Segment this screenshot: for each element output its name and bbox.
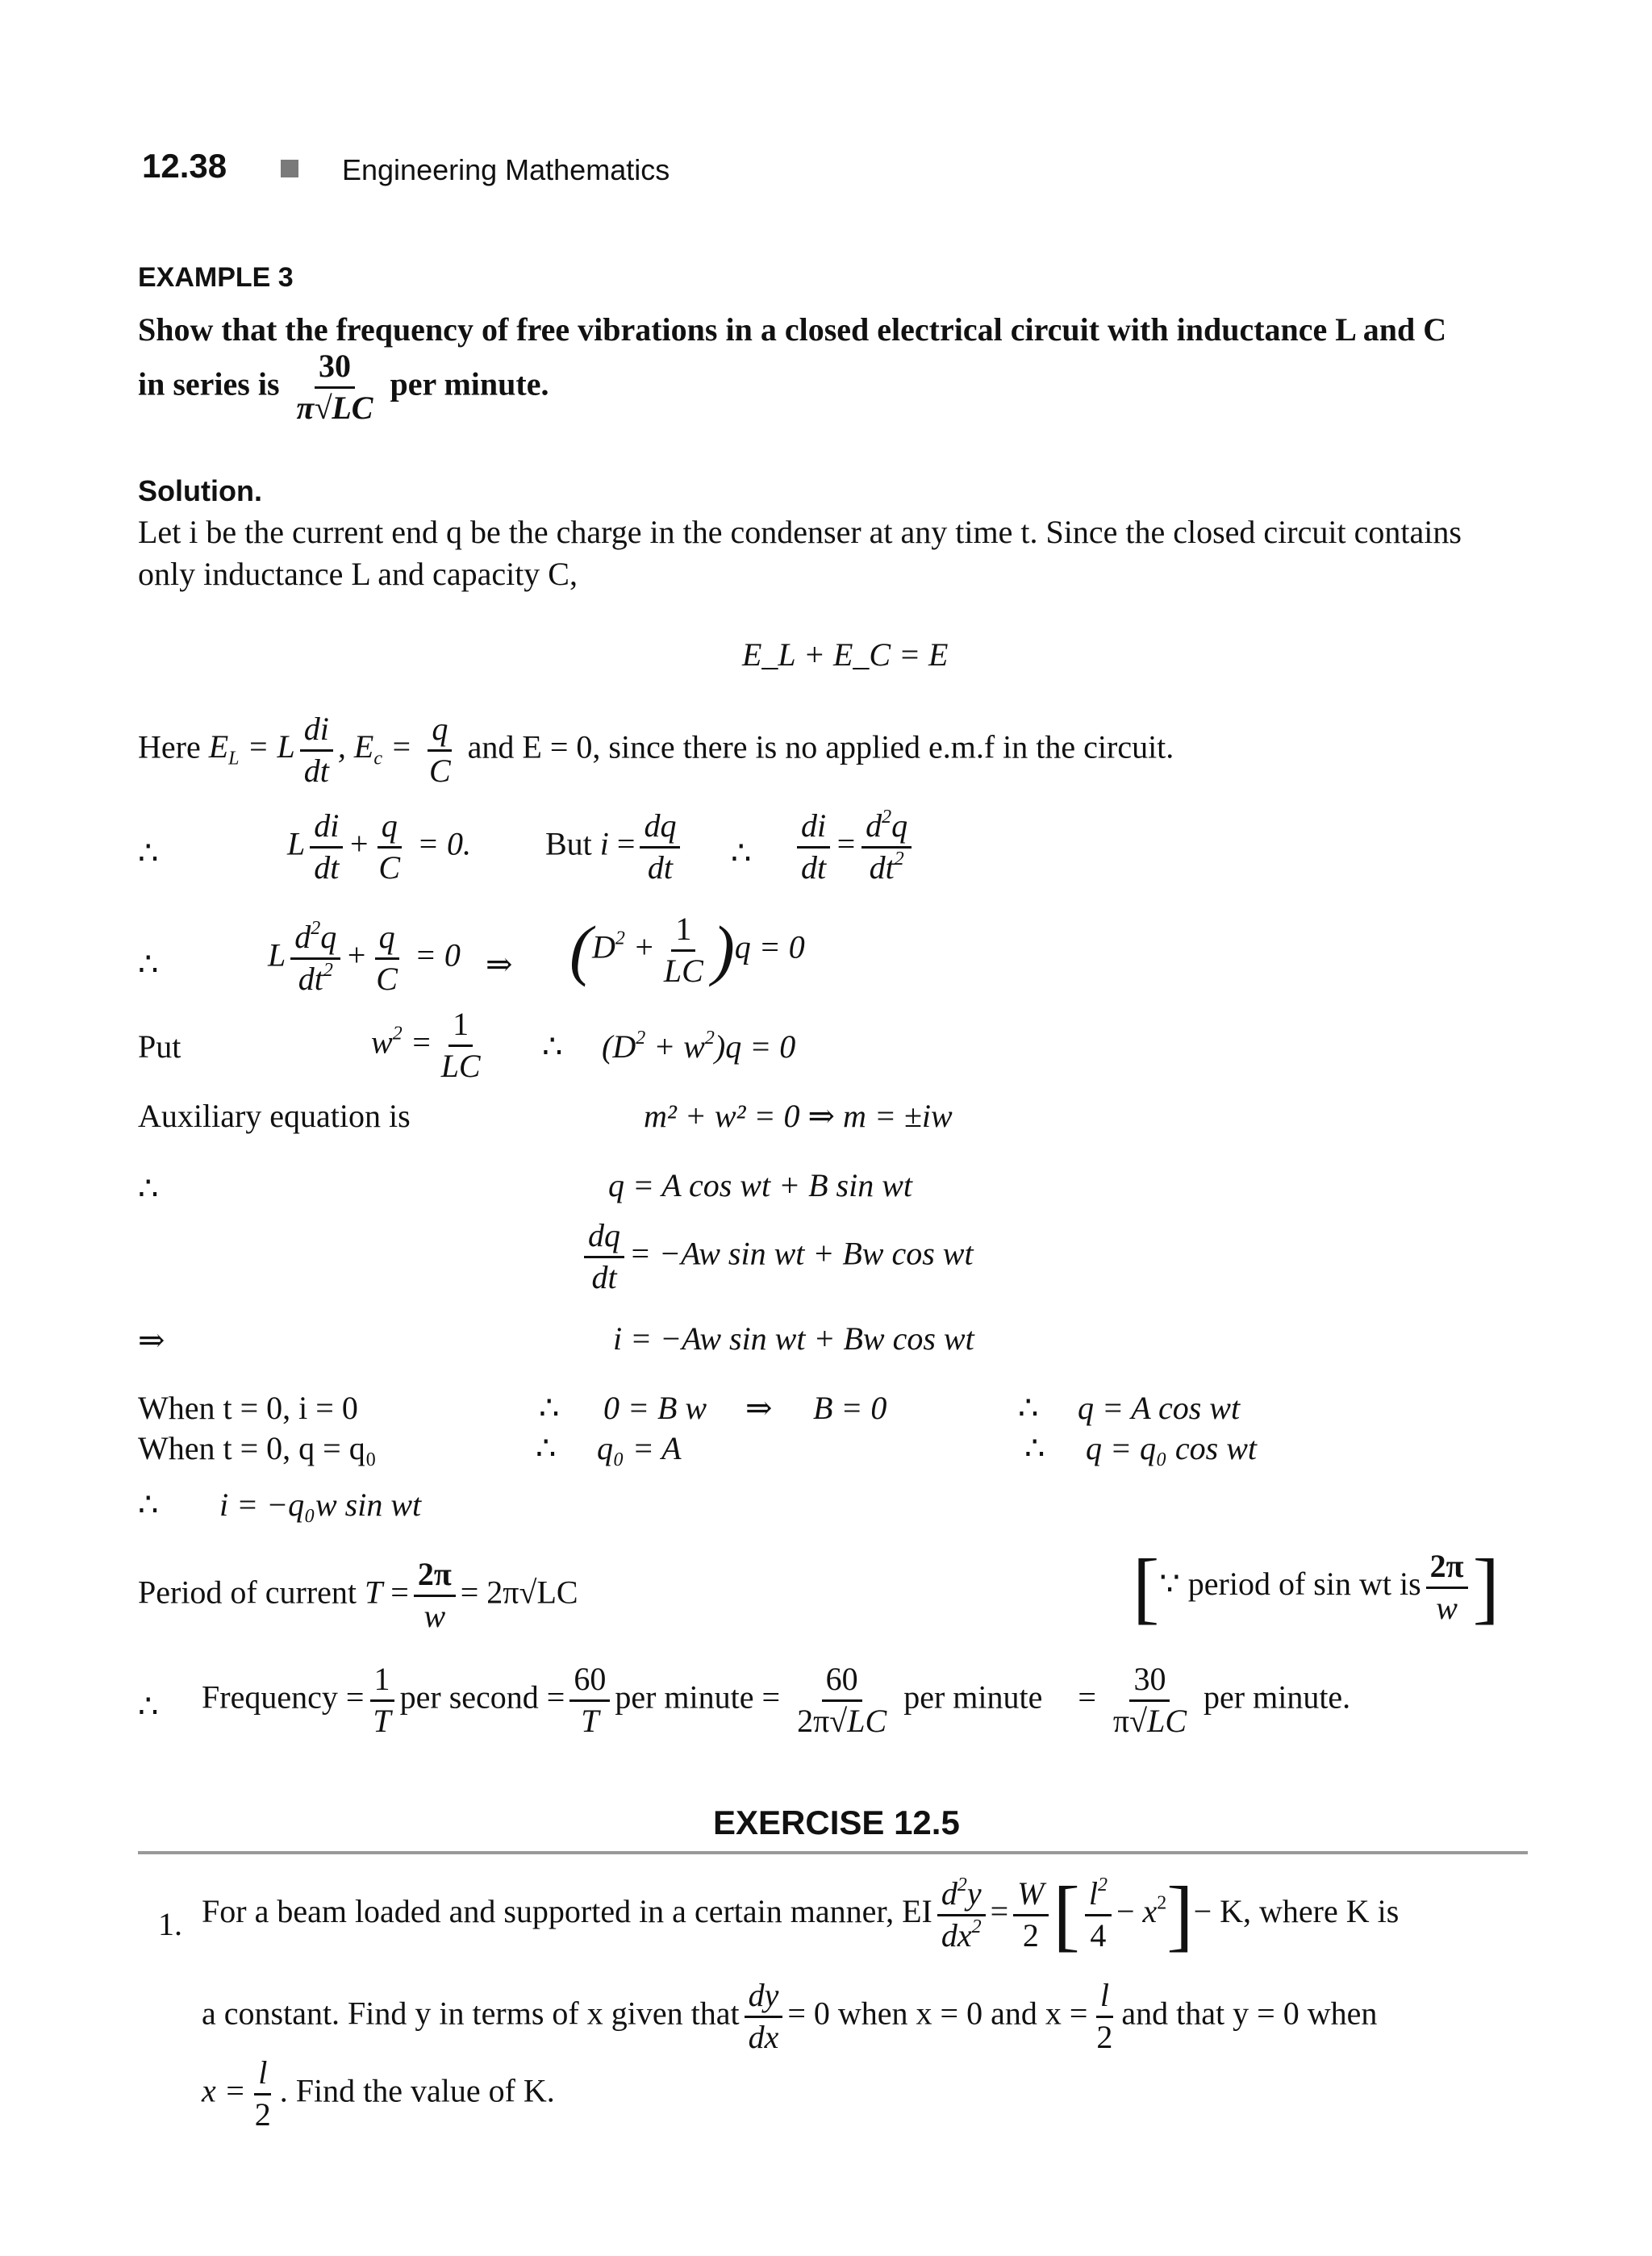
condition-1-result: 0 = B w xyxy=(603,1390,707,1426)
operator-form: ($D^2$ + $\frac{1}{LC}$ )q = 0 xyxy=(569,911,805,989)
solution-para-line1: Let i be the current end q be the charge in the condenser at any time t. Since the closed circuit contains xyxy=(138,514,1462,550)
example-fraction xyxy=(293,348,378,427)
therefore-symbol-9: ∴ xyxy=(1024,1430,1045,1466)
period-note: [∵ period of sin wt is $\frac{2\pi}{w}$ ] xyxy=(1133,1542,1500,1632)
therefore-symbol-5: ∴ xyxy=(138,1170,159,1207)
book-title: Engineering Mathematics xyxy=(342,153,670,186)
exercise-line3-suffix: . Find the value of K. xyxy=(279,2072,555,2109)
implies-symbol-1: ⇒ xyxy=(486,946,513,982)
initial-condition-2: When t = 0, q = q₀ xyxy=(138,1430,377,1466)
current-equation: i = −Aw sin wt + Bw cos wt xyxy=(613,1320,974,1357)
per-minute-2: per minute xyxy=(903,1678,1043,1716)
initial-condition-1: When t = 0, i = 0 xyxy=(138,1390,358,1426)
here-line xyxy=(138,711,1174,790)
q-q0-cos-solution: q = q₀ cos wt xyxy=(1086,1430,1258,1466)
example-fraction-denominator: π√LC xyxy=(296,389,373,426)
period-label: Period of current xyxy=(138,1574,357,1611)
but-label: But xyxy=(545,825,592,862)
w-squared-definition: $w^2$ = $\frac{1}{LC}$ xyxy=(371,1006,481,1084)
frequency-line: Frequency = $\frac{1}{T}$ per second = $\frac{60}{T}$ per minute = $\frac{60}{2\pi√LC}$ per minute = $\frac{30}{\pi√LC}$ per minute. xyxy=(202,1661,1351,1739)
auxiliary-label: Auxiliary equation is xyxy=(138,1098,411,1134)
therefore-symbol-7: ∴ xyxy=(1018,1390,1039,1426)
example-statement-prefix: in series is xyxy=(138,365,280,402)
example-statement-line2 xyxy=(138,348,549,427)
therefore-symbol-6: ∴ xyxy=(539,1390,560,1426)
exercise-line2-mid: = 0 when x = 0 and x = xyxy=(787,1995,1088,2032)
exercise-line1: For a beam loaded and supported in a certain manner, EI $\frac{d^2y}{dx^2}$ = $\frac{W}{2}$ [ $\frac{l^2}{4}$ − $x^2]- K$, where K is xyxy=(202,1870,1400,1959)
but-i-equation: But i = $\frac{dq}{dt}$ xyxy=(545,808,685,886)
therefore-symbol-1: ∴ xyxy=(138,835,159,871)
dq-dt-equation: $\frac{dq}{dt}$ = −Aw sin wt + Bw cos wt xyxy=(579,1218,974,1296)
therefore-symbol-10: ∴ xyxy=(138,1487,159,1523)
therefore-symbol-2: ∴ xyxy=(731,835,752,871)
final-current: i = −q₀w sin wt xyxy=(219,1487,422,1523)
example-statement-line1: Show that the frequency of free vibrations in a closed electrical circuit with inductance L and C xyxy=(138,311,1447,348)
example-label: EXAMPLE 3 xyxy=(138,262,294,293)
therefore-symbol-4: ∴ xyxy=(542,1028,563,1065)
exercise-rule xyxy=(138,1851,1528,1854)
exercise-line1-suffix: − K, where K is xyxy=(1193,1893,1400,1930)
solution-label: Solution. xyxy=(138,474,262,507)
example-statement-suffix: per minute. xyxy=(390,365,549,402)
here-suffix: and E = 0, since there is no applied e.m.f in the circuit. xyxy=(467,728,1174,765)
here-prefix: Here xyxy=(138,728,201,765)
implies-symbol-2: ⇒ xyxy=(138,1322,165,1358)
therefore-symbol-11: ∴ xyxy=(138,1688,159,1724)
exercise-line2-suffix: and that y = 0 when xyxy=(1121,1995,1378,2032)
general-solution: q = A cos wt + B sin wt xyxy=(608,1167,912,1203)
therefore-symbol-8: ∴ xyxy=(536,1430,557,1466)
exercise-title: EXERCISE 12.5 xyxy=(713,1804,960,1841)
di-dt-equals-d2q: $\frac{di}{dt}$ = $\frac{d^2q}{dt^2}$ xyxy=(792,808,916,886)
per-second: per second xyxy=(399,1678,539,1716)
ode-first-order: L $\frac{di}{dt}$ + $\frac{q}{C}$ = 0. xyxy=(287,807,472,886)
dq-dt-rhs: = −Aw sin wt + Bw cos wt xyxy=(629,1235,974,1272)
implies-symbol-3: ⇒ xyxy=(745,1390,773,1426)
gray-square-icon xyxy=(281,160,298,177)
frequency-label: Frequency xyxy=(202,1678,338,1716)
exercise-line2-prefix: a constant. Find y in terms of x given that xyxy=(202,1995,740,2032)
ode-second-order: L $\frac{d^2q}{dt^2}$ + $\frac{q}{C}$ = 0 xyxy=(268,918,461,997)
solution-para-line2: only inductance L and capacity C, xyxy=(138,556,578,592)
per-minute-1: per minute xyxy=(615,1678,754,1716)
el-definition: $E_L = L$ xyxy=(208,728,295,769)
q-over-c-fraction: $\frac{q}{C}$ xyxy=(428,711,451,789)
condition-2-result: q₀ = A xyxy=(597,1430,682,1466)
ec-definition: , $E_c$ = xyxy=(337,728,420,769)
b-equals-zero: B = 0 xyxy=(813,1390,887,1426)
exercise-line2: a constant. Find y in terms of x given that $\frac{dy}{dx}$ = 0 when x = 0 and x = $\frac{l}{2}$ and that y = 0 when xyxy=(202,1977,1378,2055)
put-label: Put xyxy=(138,1028,181,1065)
exercise-line1-prefix: For a beam loaded and supported in a certain manner, EI xyxy=(202,1893,932,1930)
exercise-line3: x = $\frac{l}{2}$ . Find the value of K. xyxy=(202,2054,555,2133)
period-rhs: = 2π√LC xyxy=(460,1574,578,1611)
exercise-line3-prefix: x = xyxy=(202,2072,246,2109)
q-cos-solution: q = A cos wt xyxy=(1078,1390,1241,1426)
therefore-symbol-3: ∴ xyxy=(138,946,159,982)
di-dt-fraction: $\frac{di}{dt}$ xyxy=(300,711,333,790)
auxiliary-equation: m² + w² = 0 ⇒ m = ±iw xyxy=(644,1098,953,1134)
example-fraction-numerator: 30 xyxy=(315,348,355,389)
per-minute-end: per minute. xyxy=(1204,1678,1351,1716)
kirchhoff-equation: E_L + E_C = E xyxy=(742,636,949,673)
exercise-item-number: 1. xyxy=(158,1906,182,1942)
reduced-operator-form: $(D^2 + w^2)q = 0$ xyxy=(602,1028,796,1065)
period-line: Period of current T = $\frac{2\pi}{w}$ = 2π√LC xyxy=(138,1556,578,1634)
page-number: 12.38 xyxy=(142,147,227,185)
period-note-text: ∵ period of sin wt is xyxy=(1159,1566,1421,1603)
